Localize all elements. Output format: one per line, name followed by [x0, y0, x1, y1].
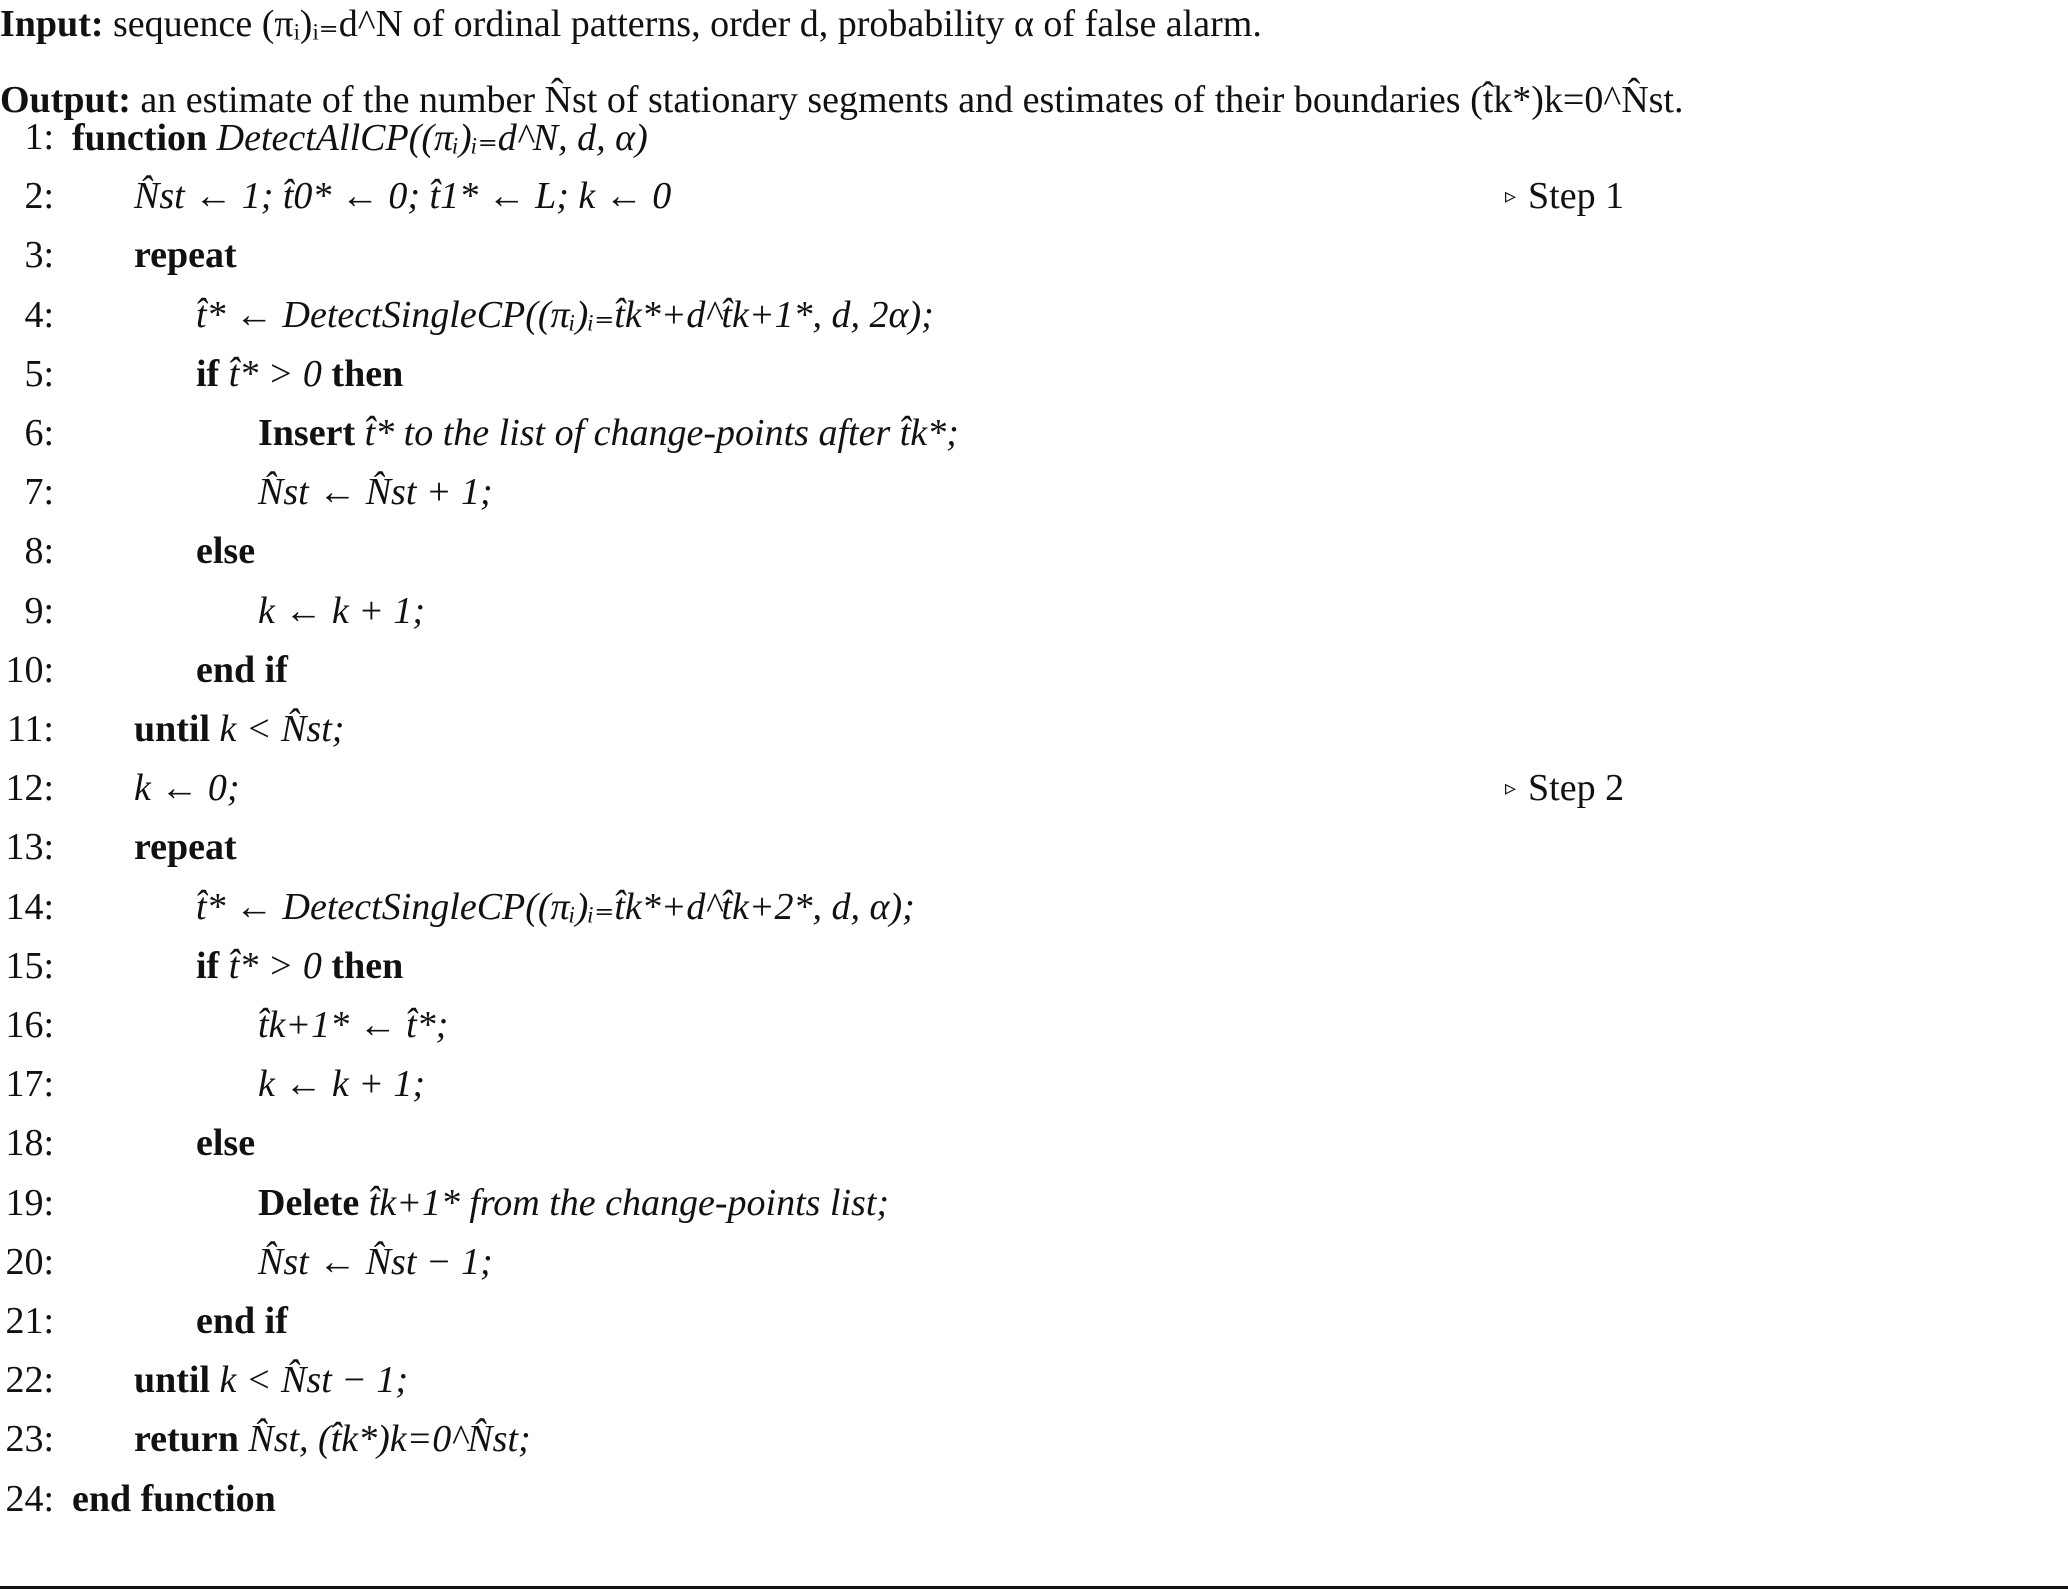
line-number: 14:	[5, 885, 54, 928]
line-code	[134, 233, 237, 277]
code-line	[0, 1113, 2000, 1173]
statement: t̂k+1* ← t̂*;	[258, 1004, 449, 1046]
keyword: return	[134, 1418, 239, 1461]
code-line	[0, 225, 2000, 285]
line-code	[196, 884, 915, 929]
line-code	[134, 1358, 408, 1402]
keyword: end if	[196, 648, 288, 691]
code-line	[0, 285, 2000, 345]
code-line	[0, 581, 2000, 641]
keyword: Delete	[258, 1181, 360, 1224]
line-code	[72, 1477, 276, 1521]
line-number: 7:	[24, 471, 54, 514]
comment-text: Step 2	[1528, 767, 1625, 810]
statement: N̂st ← 1; t̂0* ← 0; t̂1* ← L; k ← 0	[134, 175, 672, 218]
statement: t̂* ← DetectSingleCP((πᵢ)ᵢ₌t̂k*+d^t̂k+2*, d, α);	[196, 886, 915, 929]
statement: k < N̂st;	[219, 708, 345, 750]
line-code	[134, 174, 671, 218]
comment-triangle-icon: ▹	[1505, 775, 1517, 801]
line-code	[196, 292, 934, 337]
code-line	[0, 521, 2000, 581]
line-number: 4:	[24, 293, 54, 336]
keyword-then: then	[331, 352, 404, 395]
statement: k < N̂st − 1;	[219, 1359, 409, 1402]
input-text: sequence (πᵢ)ᵢ₌d^N of ordinal patterns, order d, probability α of false alarm.	[113, 3, 1262, 45]
keyword: else	[196, 530, 256, 573]
statement: t̂* > 0	[228, 944, 322, 987]
line-number: 11:	[6, 708, 54, 750]
line-code	[258, 411, 959, 455]
code-line	[0, 758, 2000, 818]
code-line	[0, 1232, 2000, 1292]
statement: DetectAllCP((πᵢ)ᵢ₌d^N, d, α)	[216, 116, 648, 159]
code-line	[0, 462, 2000, 522]
line-number: 13:	[5, 826, 54, 869]
line-number: 19:	[5, 1181, 54, 1224]
line-number: 23:	[5, 1418, 54, 1461]
statement: t̂* > 0	[228, 352, 322, 395]
line-number: 15:	[5, 944, 54, 987]
line-code	[196, 529, 255, 573]
input-label: Input:	[0, 3, 104, 45]
code-line	[0, 640, 2000, 700]
keyword: repeat	[134, 826, 237, 869]
line-code	[196, 352, 403, 396]
code-line	[0, 166, 2000, 226]
statement: N̂st ← N̂st + 1;	[258, 471, 493, 514]
line-code	[258, 1062, 425, 1106]
line-number: 9:	[24, 589, 54, 632]
line-code	[258, 1240, 493, 1284]
code-line	[0, 107, 2000, 167]
keyword: Insert	[258, 412, 356, 454]
line-code	[258, 1181, 889, 1225]
line-number: 10:	[5, 648, 54, 691]
line-number: 2:	[24, 175, 54, 218]
line-number: 22:	[5, 1359, 54, 1402]
keyword: repeat	[134, 234, 237, 277]
keyword: until	[134, 708, 211, 750]
line-number: 20:	[5, 1240, 54, 1283]
line-number: 17:	[5, 1063, 54, 1106]
keyword: else	[196, 1122, 256, 1165]
line-code	[72, 115, 648, 160]
comment-triangle-icon: ▹	[1505, 183, 1517, 209]
algorithm-input	[0, 2, 2000, 46]
line-number: 8:	[24, 530, 54, 573]
line-code	[134, 825, 237, 869]
code-line	[0, 936, 2000, 996]
bottom-rule	[0, 1586, 2068, 1589]
statement: N̂st, (t̂k*)k=0^N̂st;	[248, 1418, 531, 1461]
statement: t̂* to the list of change-points after t̂k*;	[364, 412, 959, 454]
line-number: 16:	[5, 1004, 54, 1046]
code-line	[0, 344, 2000, 404]
line-number: 3:	[24, 234, 54, 277]
line-code	[258, 1003, 448, 1047]
line-code	[258, 589, 425, 633]
output-label: Output:	[0, 79, 131, 121]
line-number: 12:	[5, 767, 54, 810]
statement: N̂st ← N̂st − 1;	[258, 1240, 493, 1283]
keyword: until	[134, 1359, 211, 1402]
line-code	[134, 707, 344, 751]
line-number: 21:	[5, 1300, 54, 1342]
code-line	[0, 817, 2000, 877]
step-comment	[1505, 166, 1624, 226]
output-text: an estimate of the number N̂st of stationary segments and estimates of their boundaries (t̂k*)k=0^N̂st.	[140, 79, 1684, 121]
line-number: 6:	[24, 412, 54, 454]
code-line	[0, 1173, 2000, 1233]
code-line	[0, 995, 2000, 1055]
keyword: if	[196, 352, 220, 395]
line-number: 18:	[5, 1122, 54, 1165]
line-number: 1:	[24, 116, 54, 158]
line-number: 5:	[24, 352, 54, 395]
line-code	[258, 470, 493, 514]
code-line	[0, 1054, 2000, 1114]
code-line	[0, 403, 2000, 463]
statement: t̂* ← DetectSingleCP((πᵢ)ᵢ₌t̂k*+d^t̂k+1*, d, 2α);	[196, 294, 934, 337]
line-number: 24:	[5, 1477, 54, 1520]
code-line	[0, 699, 2000, 759]
keyword-then: then	[331, 944, 404, 987]
code-line	[0, 1469, 2000, 1529]
code-line	[0, 1409, 2000, 1469]
keyword: if	[196, 944, 220, 987]
keyword: end function	[72, 1477, 276, 1520]
line-code	[134, 1417, 531, 1461]
step-comment	[1505, 758, 1624, 818]
line-code	[196, 648, 288, 692]
keyword: function	[72, 116, 208, 159]
statement: t̂k+1* from the change-points list;	[368, 1181, 890, 1224]
code-line	[0, 1350, 2000, 1410]
keyword: end if	[196, 1300, 288, 1342]
line-code	[196, 1299, 288, 1343]
code-line	[0, 877, 2000, 937]
line-code	[134, 766, 240, 810]
statement: k ← k + 1;	[258, 1063, 426, 1106]
comment-text: Step 1	[1528, 175, 1625, 218]
line-code	[196, 1121, 255, 1165]
statement: k ← k + 1;	[258, 589, 426, 632]
line-code	[196, 944, 403, 988]
code-line	[0, 1291, 2000, 1351]
statement: k ← 0;	[134, 767, 240, 810]
